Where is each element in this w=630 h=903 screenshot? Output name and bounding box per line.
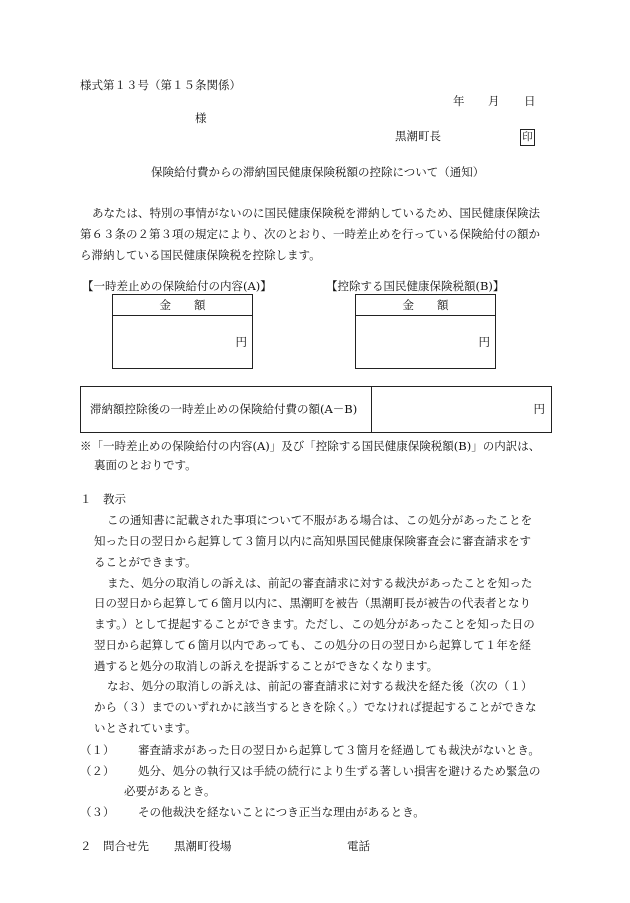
section1-line: ます。）として提起することができます。ただし、この処分があったことを知った日の [94,617,535,631]
section1-heading: １ 教示 [80,492,126,506]
summary-label: 滞納額控除後の一時差止めの保険給付費の額(A－B) [90,402,358,416]
note-line-2: 裏面のとおりです。 [94,458,197,472]
section1-line: 過すると処分の取消しの訴えを提訴することができなくなります。 [94,659,439,673]
section2-heading: ２ 問合せ先 [80,839,149,853]
seal-box: 印 [520,129,535,146]
item-text: その他裁決を経ないことにつき正当な理由があるとき。 [138,805,425,819]
summary-box [80,386,552,433]
date-month-label: 月 [488,94,500,108]
table-a [112,294,253,369]
intro-line-3: ら滞納している国民健康保険税を控除します。 [80,248,321,262]
item-text-continued: 必要があるとき。 [124,784,216,798]
issuer-name: 黒潮町長 [395,129,441,143]
table-a-header: 金 額 [113,295,252,316]
section1-line: なお、処分の取消しの訴えは、前記の審査請求に対する裁決を経た後（次の（１） [107,679,533,693]
note-line-1: ※「一時差止めの保険給付の内容(A)」及び「控除する国民健康保険税額(B)」の内訳は、 [80,439,541,453]
intro-line-2: 第６３条の２第３項の規定により、次のとおり、一時差止めを行っている保険給付の額か [80,227,540,241]
section1-line: また、処分の取消しの訴えは、前記の審査請求に対する裁決があったことを知った [107,576,533,590]
item-number: （３） [80,805,115,819]
contact-phone-label: 電話 [347,839,370,853]
section1-line: この通知書に記載された事項について不服がある場合は、この処分があったことを [107,513,533,527]
table-b-caption: 【控除する国民健康保険税額(B)】 [326,279,505,293]
item-number: （１） [80,743,115,757]
item-number: （２） [80,764,115,778]
item-text: 審査請求があった日の翌日から起算して３箇月を経過しても裁決がないとき。 [138,743,540,757]
section1-line: から（３）までのいずれかに該当するときを除く。）でなければ提起することができな [94,700,537,714]
item-text: 処分、処分の執行又は手続の続行により生ずる著しい損害を避けるため緊急の [138,764,541,778]
date-year-label: 年 [453,94,465,108]
summary-unit: 円 [533,402,545,416]
addressee-suffix: 様 [195,111,207,125]
table-b-header: 金 額 [356,295,495,316]
intro-line-1: あなたは、特別の事情がないのに国民健康保険税を滞納しているため、国民健康保険法 [92,206,541,220]
section1-line: 翌日から起算して６箇月以内であっても、この処分の日の翌日から起算して１年を経 [94,638,531,652]
section1-line: いとされています。 [94,721,197,735]
date-day-label: 日 [524,94,536,108]
section1-line: 知った日の翌日から起算して３箇月以内に高知県国民健康保険審査会に審査請求をす [94,534,531,548]
section1-line: ることができます。 [94,555,197,569]
summary-divider [371,387,372,432]
contact-office: 黒潮町役場 [174,839,232,853]
document-title: 保険給付費からの滞納国民健康保険税額の控除について（通知） [151,165,485,179]
table-a-unit: 円 [235,335,247,349]
table-b [355,294,496,369]
section1-line: 日の翌日から起算して６箇月以内に、黒潮町を被告（黒潮町長が被告の代表者となり [94,596,531,610]
table-b-unit: 円 [478,335,490,349]
form-number: 様式第１３号（第１５条関係） [80,78,241,92]
table-a-caption: 【一時差止めの保険給付の内容(A)】 [82,279,272,293]
